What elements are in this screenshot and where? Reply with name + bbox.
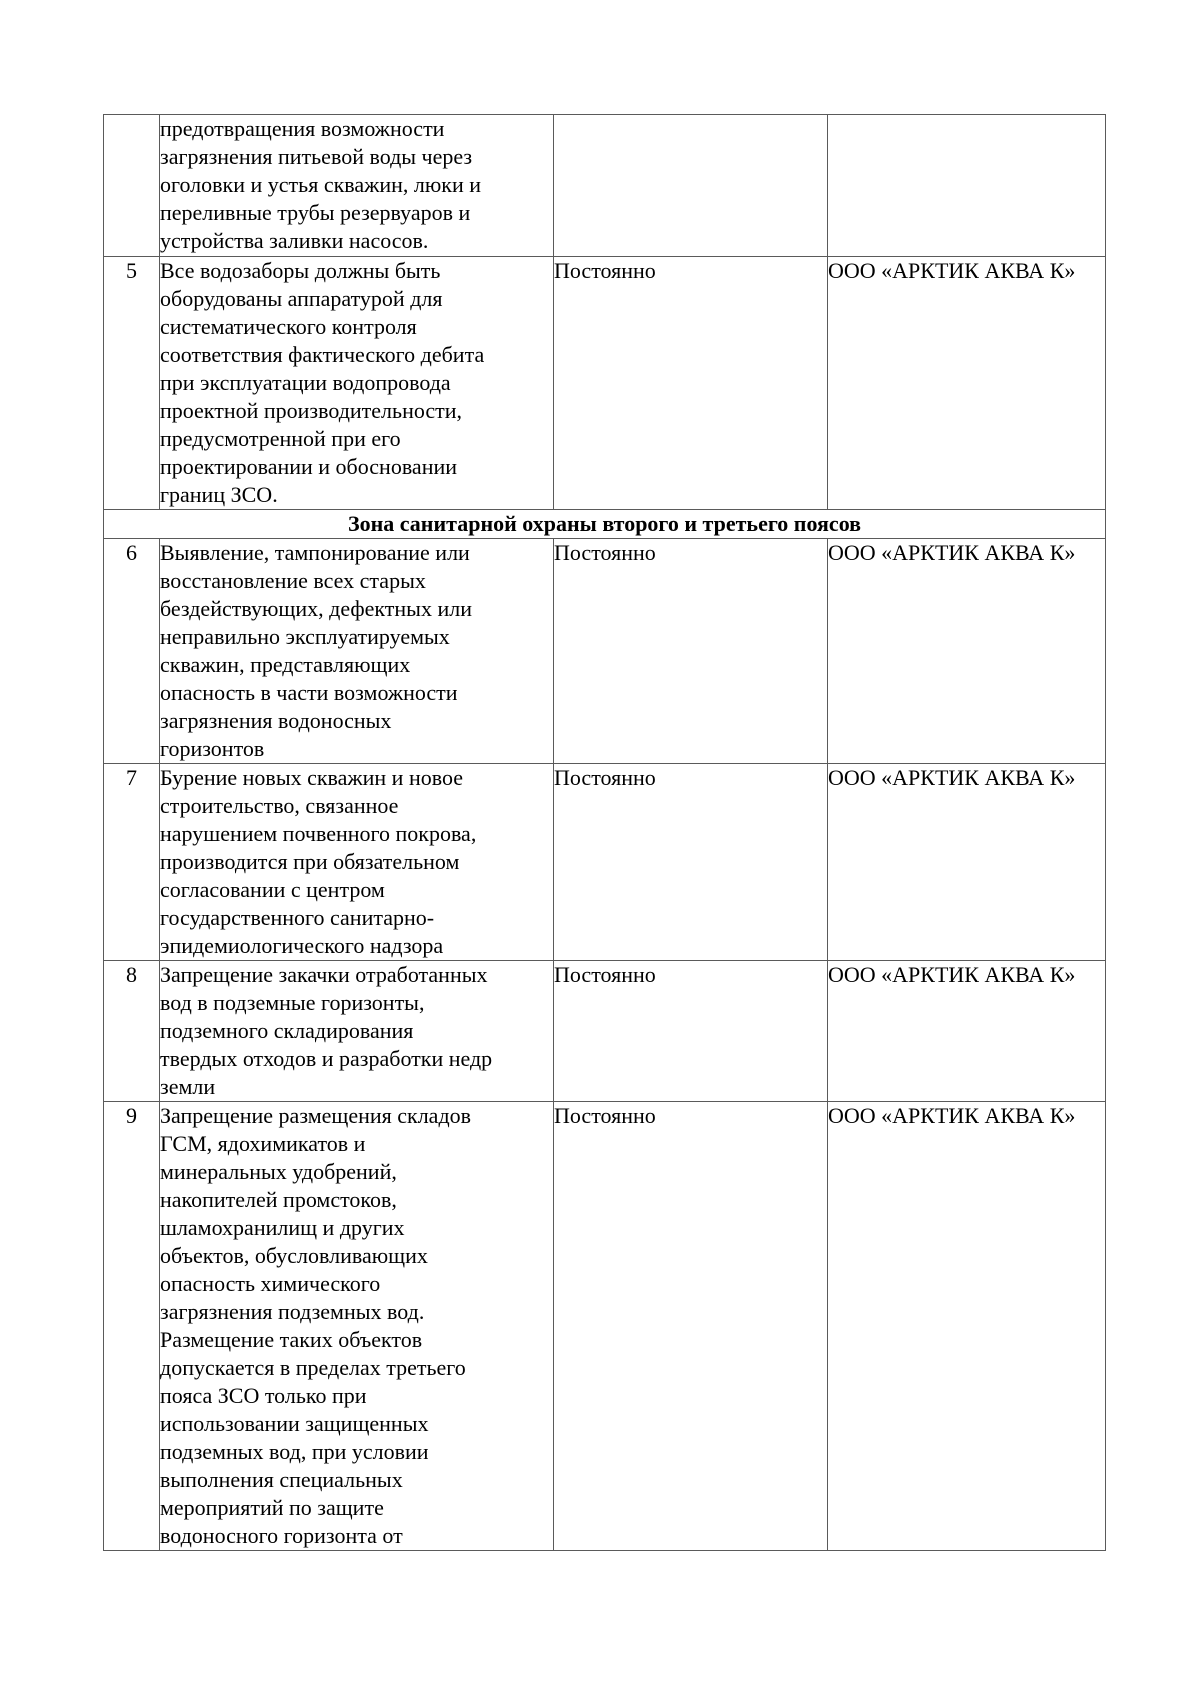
text-line: восстановление всех старых — [160, 568, 426, 593]
measure-text — [160, 764, 554, 961]
text-line: вод в подземные горизонты, — [160, 990, 425, 1015]
responsible-cell: ООО «АРКТИК АКВА К» — [828, 961, 1106, 1102]
text-line: Размещение таких объектов — [160, 1327, 423, 1352]
text-line: объектов, обусловливающих — [160, 1243, 428, 1268]
text-line: горизонтов — [160, 736, 265, 761]
measure-text — [160, 115, 554, 257]
text-line: неправильно эксплуатируемых — [160, 624, 450, 649]
text-line: выполнения специальных — [160, 1467, 403, 1492]
text-line: государственного санитарно- — [160, 905, 435, 930]
text-line: минеральных удобрений, — [160, 1159, 397, 1184]
responsible-cell: ООО «АРКТИК АКВА К» — [828, 539, 1106, 764]
text-line: земли — [160, 1074, 216, 1099]
row-number: 7 — [104, 764, 160, 961]
text-line: Запрещение закачки отработанных — [160, 962, 488, 987]
section-row — [104, 510, 1106, 539]
table-row — [104, 764, 1106, 961]
row-number: 5 — [104, 257, 160, 510]
text-line: предотвращения возможности — [160, 116, 445, 141]
text-line: оголовки и устья скважин, люки и — [160, 172, 482, 197]
text-line: соответствия фактического дебита — [160, 342, 485, 367]
text-line: Запрещение размещения складов — [160, 1103, 472, 1128]
text-line: водоносного горизонта от — [160, 1523, 403, 1548]
responsible-cell: ООО «АРКТИК АКВА К» — [828, 764, 1106, 961]
text-line: скважин, представляющих — [160, 652, 411, 677]
row-number — [104, 115, 160, 257]
text-line: Бурение новых скважин и новое — [160, 765, 463, 790]
measure-text — [160, 1102, 554, 1551]
table-row — [104, 115, 1106, 257]
table-row — [104, 961, 1106, 1102]
table-row — [104, 257, 1106, 510]
text-line: переливные трубы резервуаров и — [160, 200, 471, 225]
text-line: предусмотренной при его — [160, 426, 401, 451]
text-line: Все водозаборы должны быть — [160, 258, 441, 283]
text-line: нарушением почвенного покрова, — [160, 821, 477, 846]
row-number: 8 — [104, 961, 160, 1102]
text-line: систематического контроля — [160, 314, 417, 339]
responsible-cell — [828, 115, 1106, 257]
row-number: 9 — [104, 1102, 160, 1551]
term-cell: Постоянно — [554, 764, 828, 961]
text-line: использовании защищенных — [160, 1411, 429, 1436]
term-cell: Постоянно — [554, 961, 828, 1102]
term-cell: Постоянно — [554, 539, 828, 764]
text-line: твердых отходов и разработки недр — [160, 1046, 493, 1071]
text-line: мероприятий по защите — [160, 1495, 384, 1520]
text-line: подземных вод, при условии — [160, 1439, 429, 1464]
text-line: проектной производительности, — [160, 398, 463, 423]
text-line: согласовании с центром — [160, 877, 385, 902]
measure-text — [160, 539, 554, 764]
text-line: ГСМ, ядохимикатов и — [160, 1131, 366, 1156]
term-cell: Постоянно — [554, 1102, 828, 1551]
term-cell — [554, 115, 828, 257]
text-line: пояса ЗСО только при — [160, 1383, 367, 1408]
text-line: проектировании и обосновании — [160, 454, 458, 479]
text-line: при эксплуатации водопровода — [160, 370, 451, 395]
text-line: допускается в пределах третьего — [160, 1355, 466, 1380]
measure-text — [160, 961, 554, 1102]
text-line: опасность химического — [160, 1271, 381, 1296]
text-line: загрязнения питьевой воды через — [160, 144, 473, 169]
text-line: загрязнения водоносных — [160, 708, 392, 733]
text-line: шламохранилищ и других — [160, 1215, 405, 1240]
text-line: опасность в части возможности — [160, 680, 458, 705]
text-line: строительство, связанное — [160, 793, 399, 818]
text-line: загрязнения подземных вод. — [160, 1299, 425, 1324]
measure-text — [160, 257, 554, 510]
text-line: производится при обязательном — [160, 849, 460, 874]
responsible-cell: ООО «АРКТИК АКВА К» — [828, 257, 1106, 510]
text-line: бездействующих, дефектных или — [160, 596, 472, 621]
text-line: границ ЗСО. — [160, 482, 278, 507]
text-line: оборудованы аппаратурой для — [160, 286, 443, 311]
row-number: 6 — [104, 539, 160, 764]
measures-table — [103, 114, 1106, 1551]
text-line: эпидемиологического надзора — [160, 933, 444, 958]
table-row — [104, 1102, 1106, 1551]
table-row — [104, 539, 1106, 764]
text-line: устройства заливки насосов. — [160, 228, 429, 253]
section-heading: Зона санитарной охраны второго и третьего поясов — [104, 510, 1106, 539]
text-line: накопителей промстоков, — [160, 1187, 397, 1212]
term-cell: Постоянно — [554, 257, 828, 510]
responsible-cell: ООО «АРКТИК АКВА К» — [828, 1102, 1106, 1551]
text-line: Выявление, тампонирование или — [160, 540, 470, 565]
text-line: подземного складирования — [160, 1018, 414, 1043]
